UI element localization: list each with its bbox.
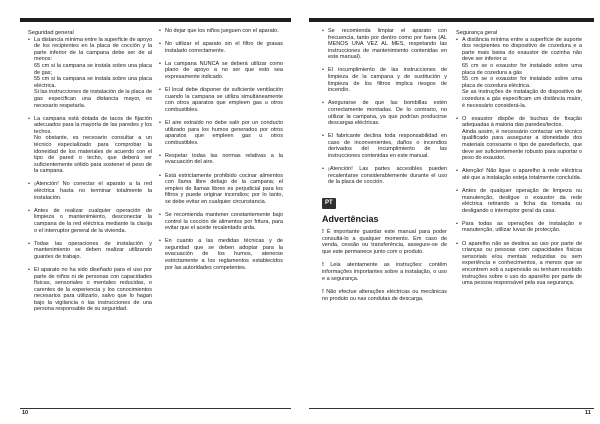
list-item: • Está estrictamente prohibido cocinar alimentos con llama libre debajo de la campana; el empleo de llamas libres es perjudicial para los filtros y puede originar incendios; por lo tanto, se debe evitar en cualquier circunstancia. [159, 173, 283, 206]
language-badge: PT [322, 198, 336, 209]
bottom-rule-left [20, 408, 291, 409]
list-item: • Respetar todas las normas relativas a la evacuación del aire. [159, 153, 283, 166]
list-item: • El fabricante declina toda responsabilidad en caso de inconvenientes, daños o incendios derivados del incumplimiento de las instrucciones contenidas en este manual. [322, 133, 447, 159]
page-number-left: 10 [22, 410, 29, 416]
section-title: Advertências [322, 213, 379, 224]
list-item: • ¡Atención! No conectar el aparato a la red eléctrica hasta no terminar totalmente la instalación. [28, 181, 152, 201]
list-item: • La campana está dotada de tacos de fijación adecuados para la mayoría de las paredes y los techos. No obstante, es necesario consultar a un técnico especializado para comprobar la idoneidad de los materiales de acuerdo con el tipo de pared o techo, que deberá ser suficientemente sólido para sostener el peso de la campana. [28, 116, 152, 175]
list-item: • Para todas as operações de instalação e manutenção, utilizar luvas de protecção. [456, 221, 582, 234]
list-item: • O exaustor dispõe de buchas de fixação adequadas à maioria das paredes/tectos. Ainda assim, é necessário contactar um técnico qualificado para assegurar a idoneidade dos materiais consoante o tipo de parede/tecto, que deve ser suficientemente robusto para suportar o peso do exaustor. [456, 116, 582, 162]
list-item: • El aire extraído no debe salir por un conducto utilizado para los humos generados por otros aparatos que empleen gas u otros combustibles. [159, 120, 283, 146]
list-item: • No utilizar el aparato sin el filtro de grasas instalado correctamente. [159, 41, 283, 54]
warning-icon: ! [322, 289, 324, 296]
list-item: • La distancia mínima entre la superficie de apoyo de los recipientes en la placa de cocción y la parte inferior de la campana debe ser de al menos: 65 cm si la campana se instala sobre una placa de gas; 55 cm si la campana se instala sobre una placa eléctrica. Si las instrucciones de instalación de la placa de gas especifican una distancia mayor, es necesario respetarla. [28, 37, 152, 110]
list-item: • El local debe disponer de suficiente ventilación cuando la campana se utiliza simultáneamente con otros aparatos que empleen gas u otros combustibles. [159, 87, 283, 113]
list-item: • Antes de realizar cualquier operación de limpieza o mantenimiento, desconectar la campana de la red eléctrica mediante la clavija o el interruptor general de la vivienda. [28, 208, 152, 234]
list-item: • Asegurarse de que las bombillas estén correctamente montadas. De lo contrario, no utilizar la campana, ya que podrían producirse descargas eléctricas. [322, 100, 447, 126]
page-number-right: 11 [585, 410, 591, 416]
bullet-list [322, 28, 447, 186]
list-item: • No dejar que los niños jueguen con el aparato. [159, 28, 283, 35]
column-es-pt [322, 28, 447, 309]
warning-paragraph: ! É importante guardar este manual para poder consultá-lo a qualquer momento. Em caso de venda, cessão ou transferência, assegure-se de que este permanece junto com o produto. [322, 228, 448, 255]
column-es-1 [28, 28, 152, 320]
top-rule-left [20, 18, 291, 22]
list-item: • Se recomienda mantener constantemente bajo control la cocción de alimentos por fritura, para evitar que el aceite recalentado arda. [159, 212, 283, 232]
list-item: • Atenção! Não ligue o aparelho à rede eléctrica até que a instalação esteja totalmente concluída. [456, 168, 582, 181]
warning-icon: ! [322, 262, 324, 269]
list-item: • Antes de qualquer operação de limpeza ou manutenção, desligue o exaustor da rede eléctrica retirando a ficha da tomada ou desligando o interruptor geral da casa. [456, 188, 582, 214]
warnings-block [322, 229, 447, 302]
list-item: • La campana NUNCA se deberá utilizar como plano de apoyo a no ser que esto sea expresamente indicado. [159, 61, 283, 81]
section-heading: Seguridad general [28, 30, 74, 36]
warning-paragraph: ! Leia atentamente as instruções: contêm informações importantes sobre a instalação, o uso e a segurança. [322, 262, 448, 282]
list-item: • A distância mínima entre a superfície de suporte dos recipientes no dispositivo de cozedura e a parte mais baixa do exaustor de cozinha não deve ser inferior a: 65 cm se o exaustor for instalado sobre uma placa de cozedura a gás 55 cm se o exaustor for instalado sobre uma placa de cozedura eléctrica. Se as instruções de instalação do dispositivo de cozedura a gás especificam um distância maior, é necessário considerá-la. [456, 37, 582, 110]
list-item: • ¡Atención! Las partes accesibles pueden recalentarse considerablemente durante el uso de la placa de cocción. [322, 166, 447, 186]
list-item: • El incumplimiento de las instrucciones de limpieza de la campana y de sustitución y limpieza de los filtros implica riesgos de incendio. [322, 67, 447, 93]
bullet-list [28, 37, 152, 313]
column-pt [456, 28, 582, 293]
column-es-2 [159, 28, 283, 278]
list-item: • Se recomienda limpiar el aparato con frecuencia, tanto por dentro como por fuera (AL MENOS UNA VEZ AL MES, respetando las instrucciones de mantenimiento contenidas en este manual). [322, 28, 447, 61]
list-item: • Todas las operaciones de instalación y mantenimiento se deben realizar utilizando guantes de trabajo. [28, 241, 152, 261]
bullet-list [456, 37, 582, 287]
list-item: • El aparato no ha sido diseñado para el uso por parte de niños ni de personas con capacidades físicas, sensoriales o mentales reducidas, o carentes de la experiencia y los conocimientos necesarios para utilizarlo, salvo que lo hagan bajo la vigilancia o las instrucciones de una persona responsable de su seguridad. [28, 267, 152, 313]
list-item: • En cuanto a las medidas técnicas y de seguridad que se deben adoptar para la evacuación de los humos, atenerse estrictamente a los reglamentos establecidos por las autoridades competentes. [159, 238, 283, 271]
warning-icon: ! [322, 228, 324, 235]
section-heading: Segurança geral [456, 30, 498, 36]
top-rule-right [309, 18, 594, 22]
bottom-rule-right [309, 408, 594, 409]
bullet-list [159, 28, 283, 271]
list-item: • O aparelho não se destina ao uso por parte de crianças ou pessoas com capacidades físicas sensoriais e/ou mentais reduzidas ou sem experiência e conhecimentos, a menos que se encontrem sob a supervisão ou tenham recebido instruções sobre o uso do aparelho por parte de uma pessoa responsável pela sua segurança. [456, 241, 582, 287]
warning-paragraph: ! Não efectue alterações eléctricas ou mecânicas no produto ou nas condutas de descarga. [322, 289, 447, 302]
